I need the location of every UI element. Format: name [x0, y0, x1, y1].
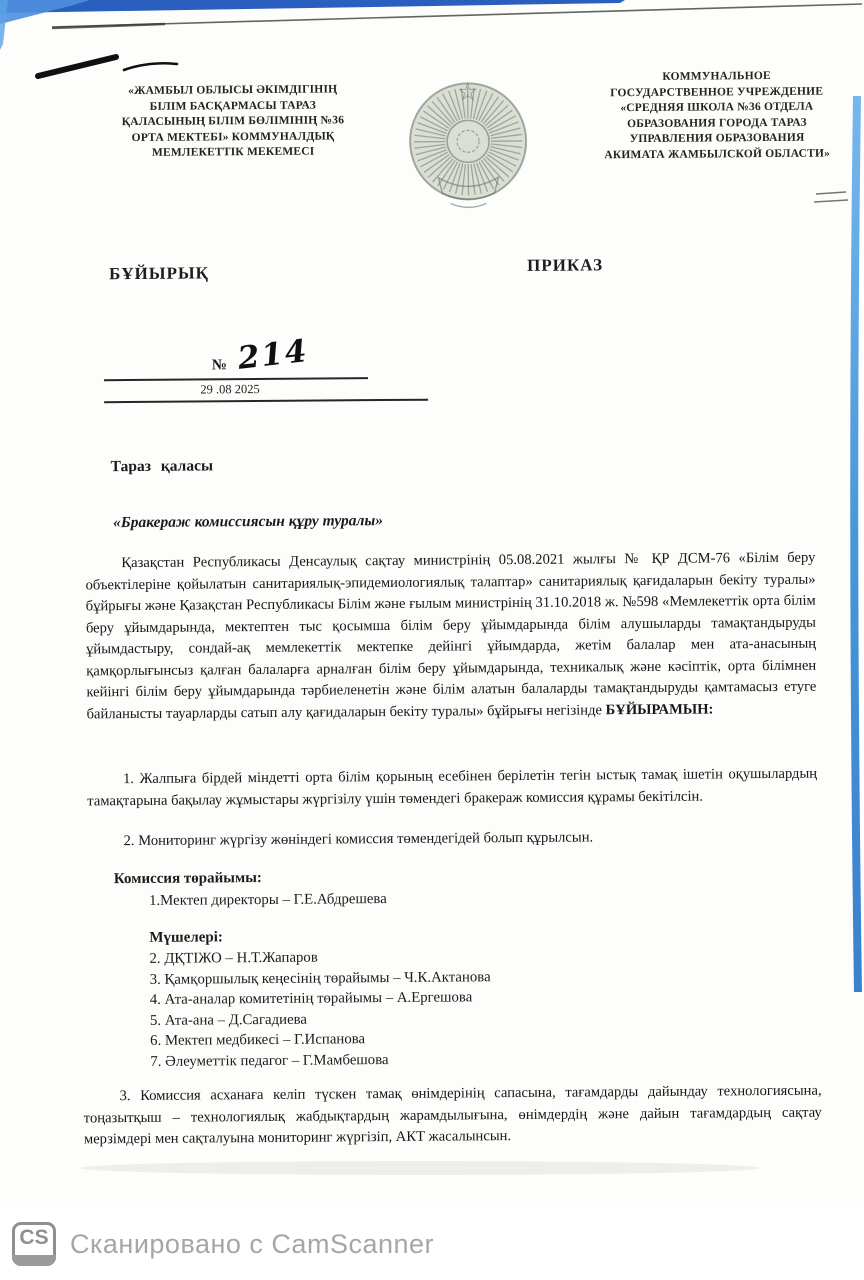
org-line: МЕМЛЕКЕТТІК МЕКЕМЕСІ	[151, 145, 315, 159]
city-line: Тараз қаласы	[110, 457, 214, 476]
org-line: ОРТА МЕКТЕБІ» КОММУНАЛДЫҚ	[131, 129, 335, 144]
org-line: КОММУНАЛЬНОЕ	[662, 69, 771, 83]
kazakhstan-emblem-icon	[404, 77, 533, 218]
list-item: 5. Ата-ана – Д.Сагадиева	[149, 1011, 308, 1029]
org-name-russian	[574, 68, 861, 163]
camscanner-logo-icon: CS	[12, 1222, 56, 1266]
camscanner-footer	[0, 1208, 864, 1280]
resolution-word: БҰЙЫРАМЫН:	[605, 700, 714, 718]
org-line: ОБРАЗОВАНИЯ ГОРОДА ТАРАЗ	[627, 116, 807, 130]
members-heading: Мүшелері:	[149, 929, 223, 946]
order-subject: «Бракераж комиссиясын құру туралы»	[113, 512, 383, 532]
order-item-3: 3. Комиссия асханаға келіп түскен тамақ өнімдерінің сапасына, тағамдарды дайындау технологиясына, тоңазытқыш – технологиялық жабдықтардың жарамдылығына, өнімдердің және дайын тағамдардың сақтау мерзімдері мен сақталуына мониторинг жүргізіп, АКТ жасалынсын.	[83, 1082, 822, 1148]
org-name-kazakh	[90, 82, 377, 162]
list-item: 6. Мектеп медбикесі – Г.Испанова	[150, 1031, 366, 1050]
org-line: БІЛІМ БАСҚАРМАСЫ ТАРАЗ	[149, 99, 316, 113]
order-heading-russian: ПРИКАЗ	[526, 255, 604, 275]
org-line: «ЖАМБЫЛ ОБЛЫСЫ ӘКІМДІГІНІҢ	[128, 83, 338, 98]
chair-member: 1.Мектеп директоры – Г.Е.Абдрешева	[148, 891, 387, 909]
order-heading-kazakh: БҰЙЫРЫҚ	[109, 263, 210, 284]
chair-heading: Комиссия төрайымы:	[113, 870, 262, 888]
members-list	[149, 944, 710, 1072]
list-item: 4. Ата-аналар комитетінің төрайымы – А.Ергешова	[149, 989, 473, 1009]
list-item: 2. ДҚТІЖО – Н.Т.Жапаров	[149, 949, 318, 967]
order-number-sign: №	[211, 357, 227, 374]
order-number-handwritten: 214	[235, 333, 311, 377]
list-item: 7. Әлеуметтік педагог – Г.Мамбешова	[150, 1051, 389, 1070]
preamble-paragraph	[85, 548, 816, 726]
org-line: АКИМАТА ЖАМБЫЛСКОЙ ОБЛАСТИ»	[604, 147, 831, 161]
org-line: «СРЕДНЯЯ ШКОЛА №36 ОТДЕЛА	[620, 100, 814, 115]
order-item-2: 2. Мониторинг жүргізу жөніндегі комиссия төмендегідей болып құрылсын.	[123, 829, 594, 850]
list-item: 3. Қамқоршылық кеңесінің төрайымы – Ч.К.Актанова	[149, 968, 491, 988]
org-line: УПРАВЛЕНИЯ ОБРАЗОВАНИЯ	[629, 131, 805, 146]
order-item-1: 1. Жалпыға бірдей міндетті орта білім қорының есебінен берілетін тегін ыстық тамақ ішетін оқушылардың тамақтарына бақылау жұмыстары жүргізілу үшін төмендегі бракераж комиссия құрамы бекітілсін.	[87, 765, 818, 809]
order-date: 29 .08 2025	[200, 382, 260, 397]
org-line: ГОСУДАРСТВЕННОЕ УЧРЕЖДЕНИЕ	[610, 85, 824, 99]
date-underline	[104, 399, 428, 404]
org-line: ҚАЛАСЫНЫҢ БІЛІМ БӨЛІМІНІҢ №36	[121, 114, 345, 129]
preamble-text: Қазақстан Республикасы Денсаулық сақтау министрінің 05.08.2021 жылғы № ҚР ДСМ-76 «Білім беру объектілеріне қойылатын санитариялық-эпидемиологиялық талаптар» санитариялық қағидаларын бекіту туралы» бұйрығы және Қазақстан Республикасы Білім және ғылым министрінің 31.10.2018 ж. №598 «Мемлекеттік орта білім беру ұйымдарында, мектептен тыс қосымша білім беру ұйымдарында білім алушыларды тамақтандыруды ұйымдастыру, сондай-ақ мемлекеттік мектепке дейінгі ұйымдарда, жетім балалар мен ата-анасының қамқорлығынсыз қалған балаларға арналған білім беру ұйымдарында, техникалық және кәсіптік, орта білімнен кейінгі білім беру ұйымдарында тәрбиеленетін және білім алатын балаларды тамақтандыруды қамтамасыз етуге байланысты тауарларды сатып алу қағидаларын бекіту туралы» бұйрығы негізінде	[85, 549, 817, 722]
camscanner-label: Сканировано с CamScanner	[70, 1228, 435, 1259]
number-underline	[104, 377, 368, 381]
